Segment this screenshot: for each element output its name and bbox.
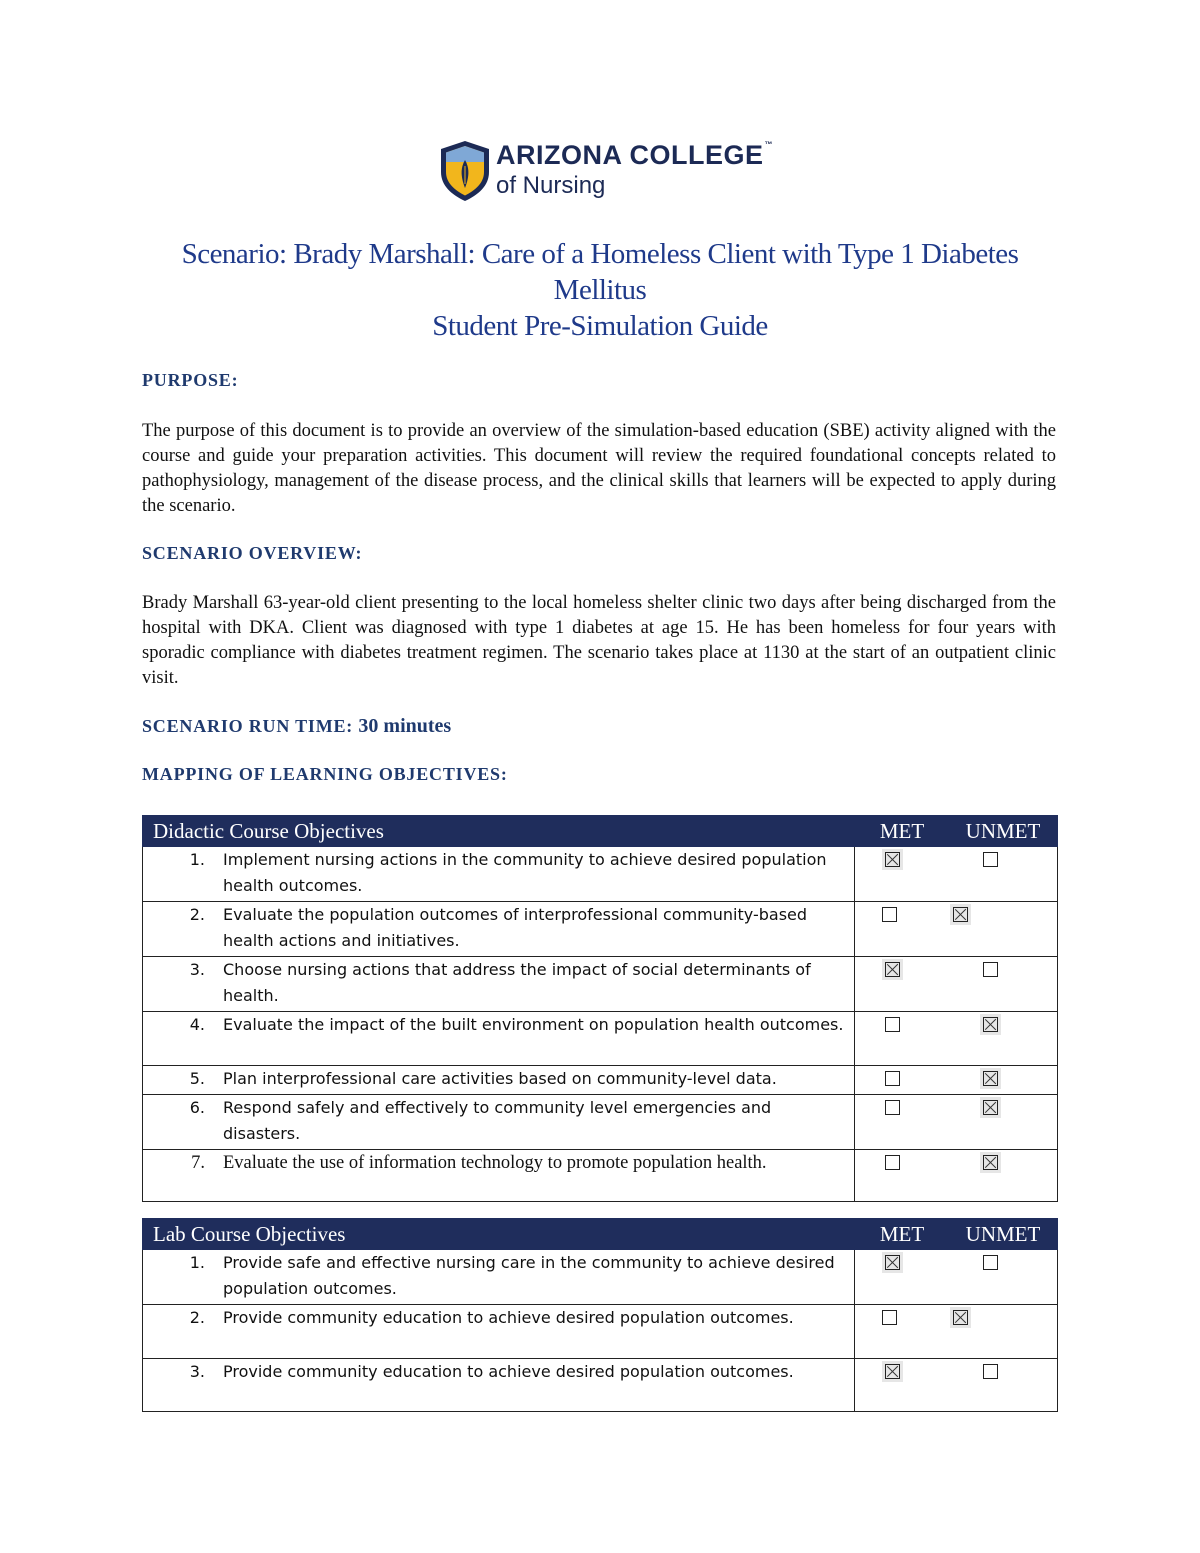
didactic-objectives-table [142, 815, 1058, 1202]
overview-heading: SCENARIO OVERVIEW: [142, 543, 363, 563]
lab-row [143, 1359, 1058, 1412]
didactic-row [143, 902, 1058, 957]
didactic-row [143, 1066, 1058, 1095]
lab-unmet-checkbox[interactable] [983, 1255, 998, 1270]
didactic-objective-number: 3. [189, 960, 205, 979]
didactic-status-cell [855, 957, 1058, 1012]
didactic-status-cell [855, 1150, 1058, 1202]
didactic-unmet-header: UNMET [949, 816, 1058, 847]
didactic-objective-text: Evaluate the impact of the built environment on population health outcomes. [223, 1015, 844, 1034]
lab-row [143, 1250, 1058, 1305]
lab-met-checkbox[interactable] [882, 1310, 897, 1325]
purpose-heading: PURPOSE: [142, 370, 239, 390]
didactic-met-checkbox[interactable] [885, 962, 900, 977]
lab-objective-cell [143, 1359, 855, 1412]
didactic-objective-cell [143, 902, 855, 957]
didactic-header: Didactic Course Objectives [143, 816, 855, 847]
lab-objective-number: 3. [189, 1362, 205, 1381]
didactic-objective-number: 4. [189, 1015, 205, 1034]
shield-icon [440, 140, 490, 202]
didactic-unmet-checkbox[interactable] [983, 1071, 998, 1086]
didactic-met-checkbox[interactable] [882, 907, 897, 922]
title-line-2: Mellitus [553, 274, 647, 306]
lab-objective-cell [143, 1305, 855, 1359]
didactic-unmet-checkbox[interactable] [983, 1017, 998, 1032]
didactic-objective-number: 7. [191, 1153, 205, 1173]
document-title [100, 236, 1100, 344]
lab-objectives-table [142, 1218, 1058, 1412]
lab-met-checkbox[interactable] [885, 1255, 900, 1270]
lab-met-checkbox[interactable] [885, 1364, 900, 1379]
didactic-objective-cell [143, 1012, 855, 1066]
didactic-objective-cell [143, 1066, 855, 1095]
didactic-objective-text: Choose nursing actions that address the impact of social determinants of health. [223, 960, 811, 1005]
didactic-met-header: MET [855, 816, 950, 847]
lab-met-header: MET [855, 1219, 950, 1250]
logo-title: ARIZONA COLLEGE™ [496, 140, 773, 170]
didactic-objective-cell [143, 847, 855, 902]
lab-objective-number: 1. [189, 1253, 205, 1272]
didactic-met-checkbox[interactable] [885, 1155, 900, 1170]
lab-unmet-checkbox[interactable] [953, 1310, 968, 1325]
didactic-row [143, 1150, 1058, 1202]
didactic-met-checkbox[interactable] [885, 852, 900, 867]
didactic-unmet-checkbox[interactable] [953, 907, 968, 922]
didactic-objective-cell [143, 1150, 855, 1202]
lab-status-cell [855, 1359, 1058, 1412]
didactic-unmet-checkbox[interactable] [983, 1100, 998, 1115]
didactic-objective-text: Plan interprofessional care activities based on community-level data. [223, 1069, 777, 1088]
lab-unmet-checkbox[interactable] [983, 1364, 998, 1379]
college-logo [440, 138, 773, 204]
mapping-heading: MAPPING OF LEARNING OBJECTIVES: [142, 764, 508, 784]
runtime-value: 30 minutes [358, 715, 452, 737]
lab-objective-text: Provide safe and effective nursing care in the community to achieve desired population outcomes. [223, 1253, 835, 1298]
lab-unmet-header: UNMET [949, 1219, 1058, 1250]
lab-objective-text: Provide community education to achieve desired population outcomes. [223, 1362, 794, 1381]
didactic-objective-text: Respond safely and effectively to community level emergencies and disasters. [223, 1098, 772, 1143]
didactic-met-checkbox[interactable] [885, 1071, 900, 1086]
logo-subtitle: of Nursing [496, 172, 606, 199]
didactic-objective-number: 1. [189, 850, 205, 869]
didactic-unmet-checkbox[interactable] [983, 852, 998, 867]
didactic-objective-number: 6. [189, 1098, 205, 1117]
didactic-status-cell [855, 1095, 1058, 1150]
didactic-status-cell [855, 1012, 1058, 1066]
lab-objective-number: 2. [189, 1308, 205, 1327]
didactic-objective-text: Evaluate the population outcomes of interprofessional community-based health actions and initiatives. [223, 905, 808, 950]
didactic-unmet-checkbox[interactable] [983, 962, 998, 977]
didactic-objective-cell [143, 1095, 855, 1150]
didactic-status-cell [855, 1066, 1058, 1095]
didactic-status-cell [855, 902, 1058, 957]
purpose-text: The purpose of this document is to provide an overview of the simulation-based education (SBE) activity aligned with the course and guide your preparation activities. This document will review the required foundational concepts related to pathophysiology, management of the disease process, and the clinical skills that learners will be expected to apply during the scenario. [142, 421, 1056, 516]
didactic-status-cell [855, 847, 1058, 902]
didactic-row [143, 847, 1058, 902]
lab-objective-cell [143, 1250, 855, 1305]
lab-objective-text: Provide community education to achieve desired population outcomes. [223, 1308, 794, 1327]
lab-status-cell [855, 1305, 1058, 1359]
lab-row [143, 1305, 1058, 1359]
didactic-objective-cell [143, 957, 855, 1012]
lab-status-cell [855, 1250, 1058, 1305]
title-line-3: Student Pre-Simulation Guide [432, 310, 768, 342]
didactic-objective-number: 2. [189, 905, 205, 924]
didactic-objective-number: 5. [189, 1069, 205, 1088]
didactic-met-checkbox[interactable] [885, 1017, 900, 1032]
didactic-row [143, 957, 1058, 1012]
lab-header: Lab Course Objectives [143, 1219, 855, 1250]
title-line-1: Scenario: Brady Marshall: Care of a Homeless Client with Type 1 Diabetes [181, 238, 1019, 270]
didactic-row [143, 1012, 1058, 1066]
didactic-met-checkbox[interactable] [885, 1100, 900, 1115]
didactic-objective-text: Evaluate the use of information technology to promote population health. [223, 1153, 767, 1173]
overview-text: Brady Marshall 63-year-old client presenting to the local homeless shelter clinic two days after being discharged from the hospital with DKA. Client was diagnosed with type 1 diabetes at age 15. He has been homeless for four years with sporadic compliance with diabetes treatment regimen. The scenario takes place at 1130 at the start of an outpatient clinic visit. [142, 593, 1056, 688]
runtime-heading: SCENARIO RUN TIME: 30 minutes [142, 715, 452, 737]
didactic-row [143, 1095, 1058, 1150]
didactic-objective-text: Implement nursing actions in the community to achieve desired population health outcomes. [223, 850, 827, 895]
didactic-unmet-checkbox[interactable] [983, 1155, 998, 1170]
